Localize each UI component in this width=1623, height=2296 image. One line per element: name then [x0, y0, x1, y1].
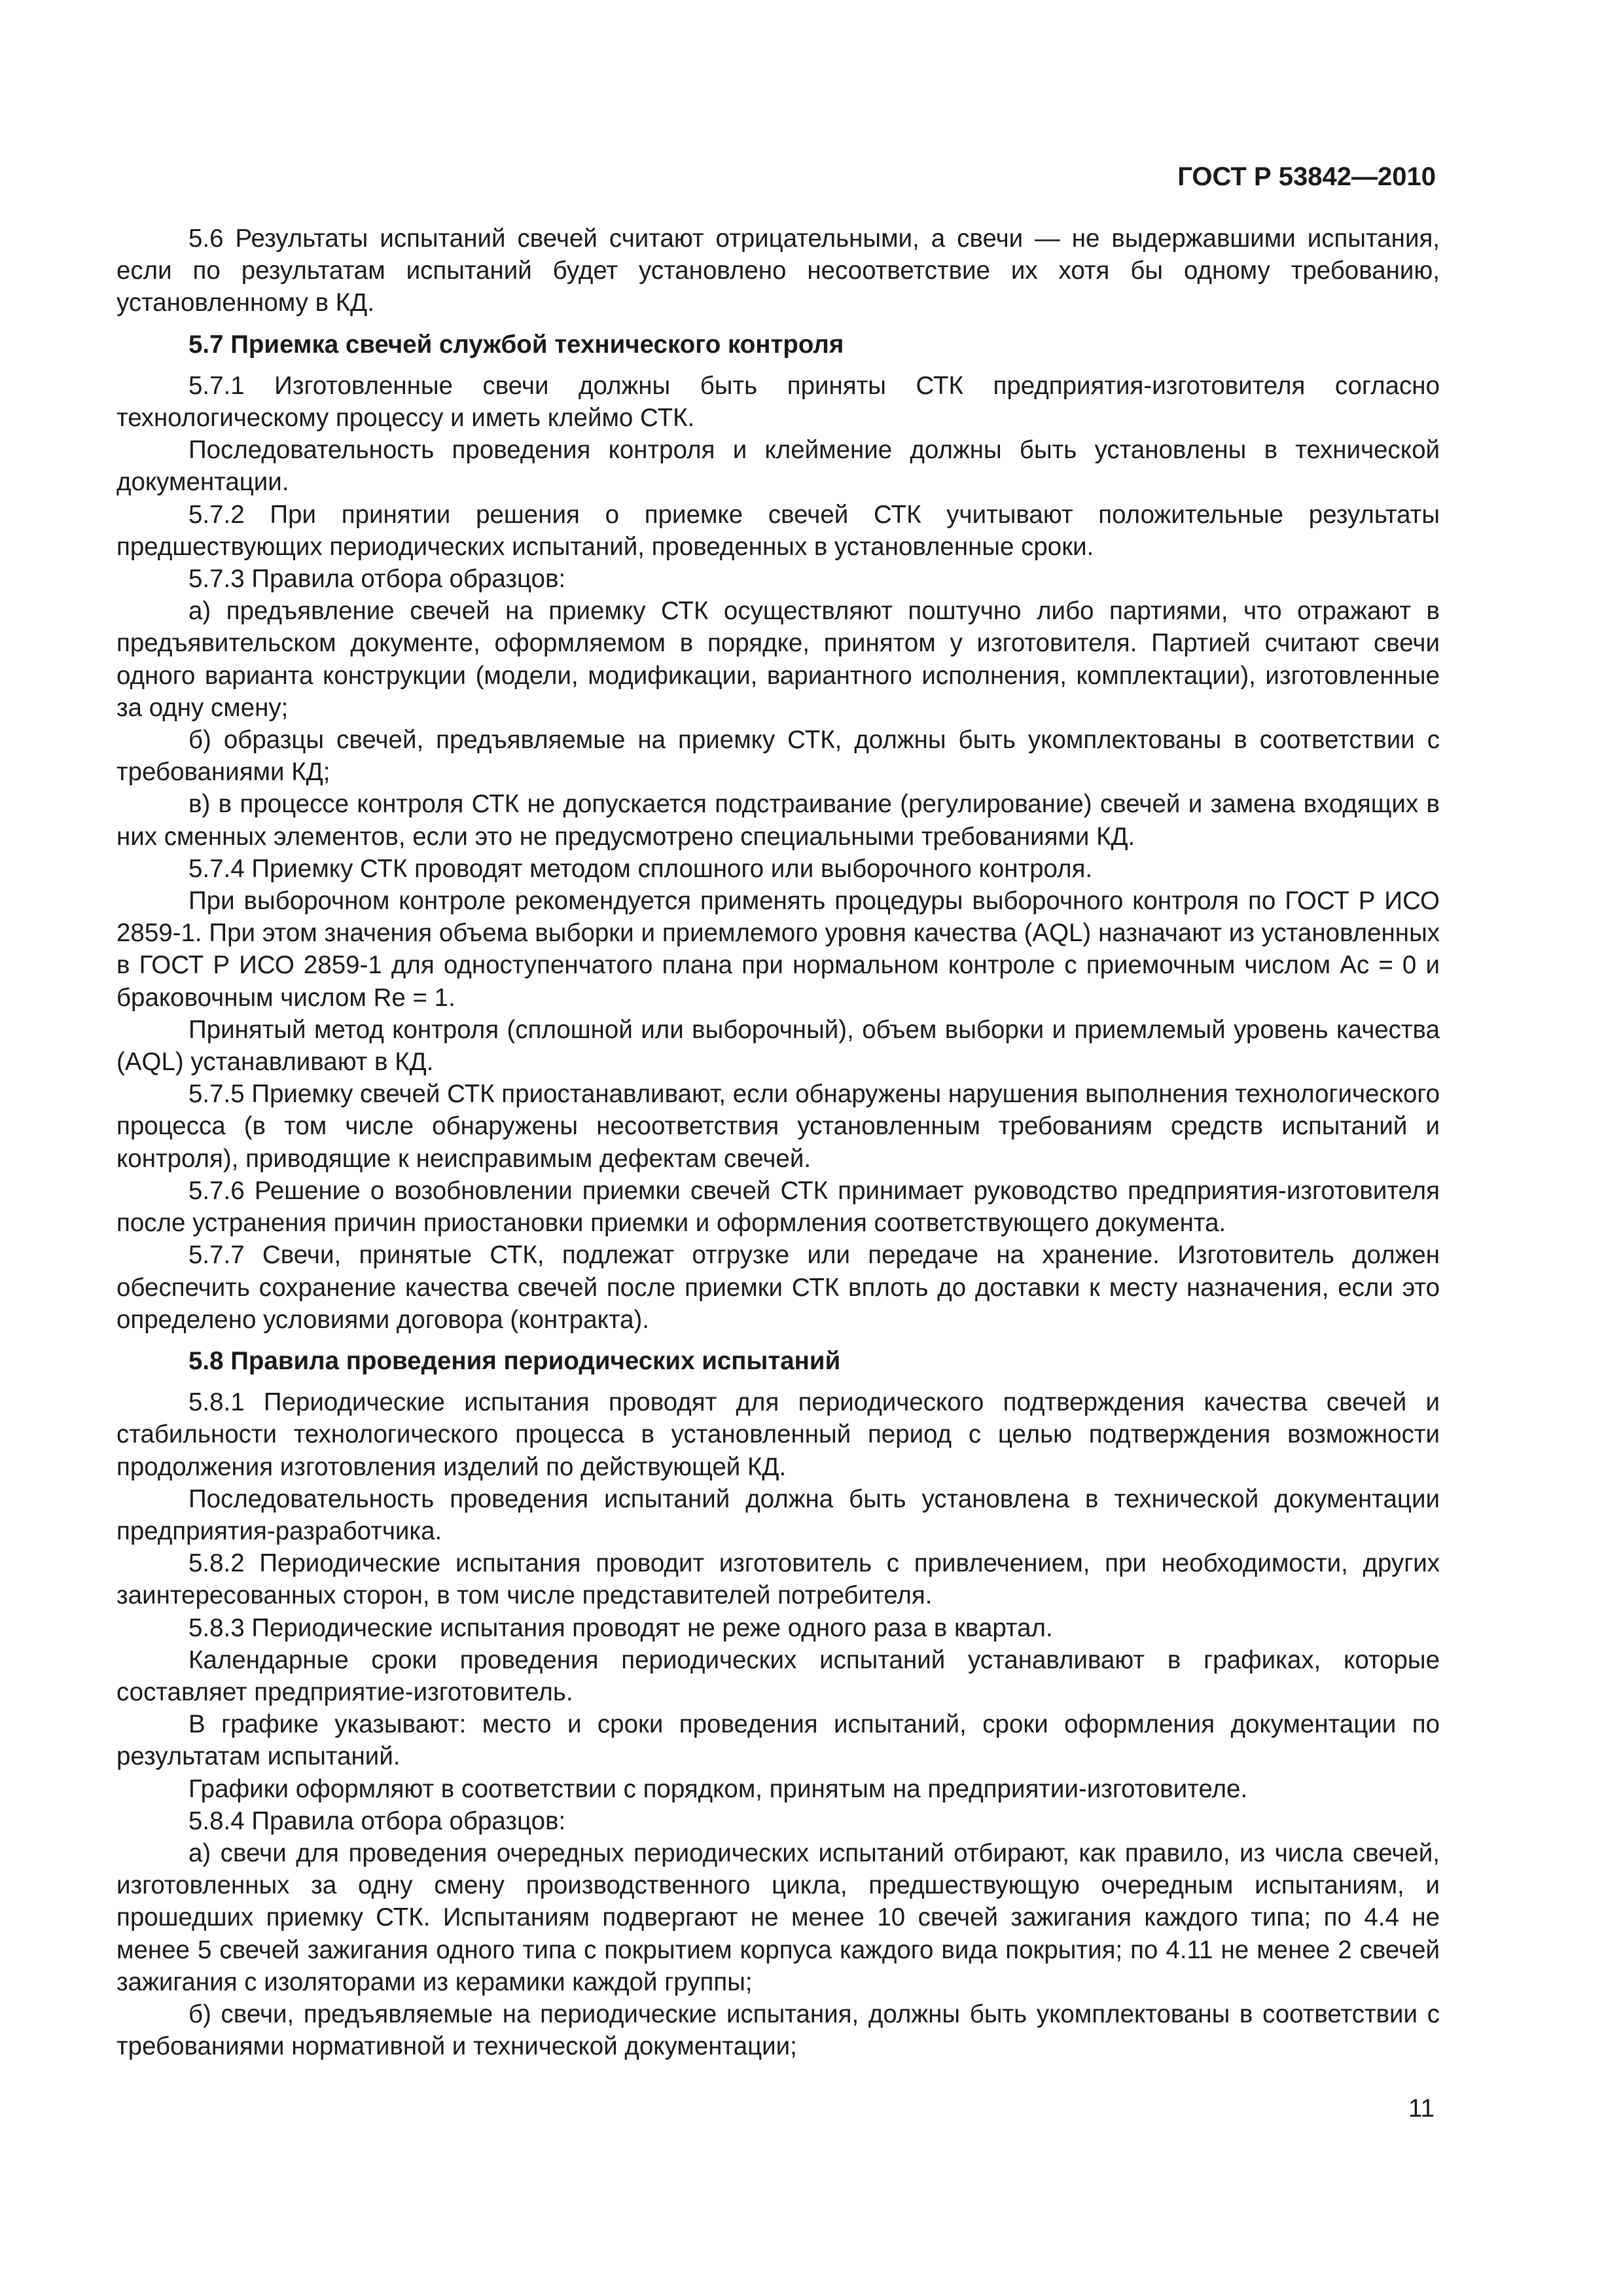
page-number: 11 [1408, 2094, 1435, 2123]
document-body [116, 223, 1440, 2062]
paragraph-5-7-7: 5.7.7 Свечи, принятые СТК, подлежат отгрузке или передаче на хранение. Изготовитель должен обеспечить сохранение качества свечей после приемки СТК вплоть до доставки к месту назначения, если это определено условиями договора (контракта). [116, 1241, 1440, 1334]
paragraph: Последовательность проведения контроля и клеймение должны быть установлены в технической документации. [116, 436, 1440, 497]
paragraph-5-7-1: 5.7.1 Изготовленные свечи должны быть приняты СТК предприятия-изготовителя согласно технологическому процессу и иметь клеймо СТК. [116, 371, 1440, 433]
paragraph-5-8-4: 5.8.4 Правила отбора образцов: [188, 1806, 566, 1835]
paragraph-5-7-6: 5.7.6 Решение о возобновлении приемки свечей СТК принимает руководство предприятия-изготовителя после устранения причин приостановки приемки и оформления соответствующего документа. [116, 1176, 1440, 1238]
paragraph: Календарные сроки проведения периодических испытаний устанавливают в графиках, которые составляет предприятие-изготовитель. [116, 1645, 1440, 1706]
document-header: ГОСТ Р 53842—2010 [1177, 162, 1436, 191]
paragraph: Графики оформляют в соответствии с порядком, принятым на предприятии-изготовителе. [188, 1774, 1248, 1803]
paragraph: Последовательность проведения испытаний должна быть установлена в технической документации предприятия-разработчика. [116, 1484, 1440, 1545]
list-item-b: б) образцы свечей, предъявляемые на приемку СТК, должны быть укомплектованы в соответствии с требованиями КД; [116, 726, 1440, 787]
paragraph-5-8-1: 5.8.1 Периодические испытания проводят для периодического подтверждения качества свечей и стабильности технологического процесса в установленный период с целью подтверждения возможности продолжения изготовления изделий по действующей КД. [116, 1388, 1440, 1481]
paragraph-5-7-4: 5.7.4 Приемку СТК проводят методом сплошного или выборочного контроля. [188, 854, 1093, 883]
paragraph: Принятый метод контроля (сплошной или выборочный), объем выборки и приемлемый уровень качества (AQL) устанавливают в КД. [116, 1015, 1440, 1077]
list-item-a: а) свечи для проведения очередных периодических испытаний отбирают, как правило, из числа свечей, изготовленных за одну смену производственного цикла, предшествующую очередным испытаниям, и прошедших приемку СТК. Испытаниям подвергают не менее 10 свечей зажигания каждого типа; по 4.4 не менее 5 свечей зажигания одного типа с покрытием корпуса каждого вида покрытия; по 4.11 не менее 2 свечей зажигания с изоляторами из керамики каждой группы; [116, 1839, 1440, 1996]
list-item-b: б) свечи, предъявляемые на периодические испытания, должны быть укомплектованы в соответствии с требованиями нормативной и технической документации; [116, 2000, 1440, 2061]
list-item-a: а) предъявление свечей на приемку СТК осуществляют поштучно либо партиями, что отражают в предъявительском документе, оформляемом в порядке, принятом у изготовителя. Партией считают свечи одного варианта конструкции (модели, модификации, вариантного исполнения, комплектации), изготовленные за одну смену; [116, 597, 1440, 722]
paragraph-5-8-3: 5.8.3 Периодические испытания проводят не реже одного раза в квартал. [188, 1613, 1053, 1642]
paragraph-5-7-5: 5.7.5 Приемку свечей СТК приостанавливают, если обнаружены нарушения выполнения технологического процесса (в том числе обнаружены несоответствия установленным требованиям средств испытаний и контроля), приводящие к неисправимым дефектам свечей. [116, 1080, 1440, 1173]
paragraph-5-6: 5.6 Результаты испытаний свечей считают отрицательными, а свечи — не выдержавшими испытания, если по результатам испытаний будет установлено несоответствие их хотя бы одному требованию, установленному в КД. [116, 224, 1440, 317]
paragraph-5-7-2: 5.7.2 При принятии решения о приемке свечей СТК учитывают положительные результаты предшествующих периодических испытаний, проведенных в установленные сроки. [116, 500, 1440, 561]
paragraph-5-7-3: 5.7.3 Правила отбора образцов: [188, 565, 566, 594]
paragraph: В графике указывают: место и сроки проведения испытаний, сроки оформления документации по результатам испытаний. [116, 1710, 1440, 1771]
paragraph: При выборочном контроле рекомендуется применять процедуры выборочного контроля по ГОСТ Р ИСО 2859-1. При этом значения объема выборки и приемлемого уровня качества (AQL) назначают из установленных в ГОСТ Р ИСО 2859-1 для одноступенчатого плана при нормальном контроле с приемочным числом Ac = 0 и браковочным числом Re = 1. [116, 887, 1440, 1012]
section-heading-5-7: 5.7 Приемка свечей службой технического контроля [188, 330, 844, 359]
list-item-v: в) в процессе контроля СТК не допускается подстраивание (регулирование) свечей и замена входящих в них сменных элементов, если это не предусмотрено специальными требованиями КД. [116, 790, 1440, 851]
paragraph-5-8-2: 5.8.2 Периодические испытания проводит изготовитель с привлечением, при необходимости, других заинтересованных сторон, в том числе представителей потребителя. [116, 1549, 1440, 1610]
section-heading-5-8: 5.8 Правила проведения периодических испытаний [188, 1346, 841, 1375]
